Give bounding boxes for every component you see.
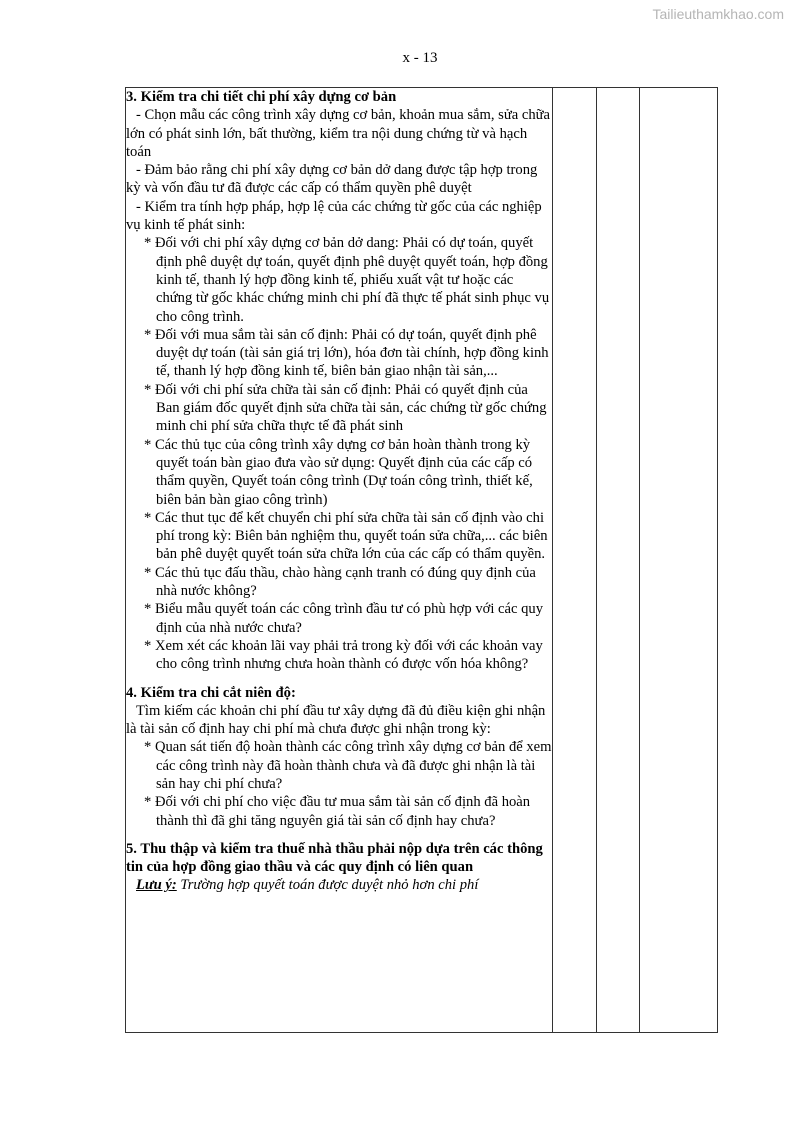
procedure-content-cell [126,88,553,1033]
section-4-bullet: * Quan sát tiến độ hoàn thành các công trình xây dựng cơ bản để xem các công trình này đã hoàn thành chưa và đã được ghi nhận là tài sản hay chi phí chưa? [144,739,552,792]
section-4-paragraph: Tìm kiếm các khoản chi phí đầu tư xây dựng đã đủ điều kiện ghi nhận là tài sản cố định hay chi phí mà chưa được ghi nhận trong kỳ: [126,702,546,738]
procedure-table [125,87,718,1033]
section-4-heading: 4. Kiểm tra chi cắt niên độ: [126,684,296,701]
section-3-bullet: * Xem xét các khoản lãi vay phải trả trong kỳ đối với các khoản vay cho công trình nhưng chưa hoàn thành có được vốn hóa không? [144,637,543,673]
section-3-bullet: * Các thủ tục của công trình xây dựng cơ bản hoàn thành trong kỳ quyết toán bàn giao đưa vào sử dụng: Quyết định của các cấp có thẩm quyền, Quyết toán công trình (Dự toán công trình, thiết kế, biên bản bàn giao công trình) [144,436,533,508]
empty-column-cell [552,88,596,1033]
section-4-bullet: * Đối với chi phí cho việc đầu tư mua sắm tài sản cố định đã hoàn thành thì đã ghi tăng nguyên giá tài sản cố định hay chưa? [144,794,531,829]
section-3-paragraph: - Kiểm tra tính hợp pháp, hợp lệ của các chứng từ gốc của các nghiệp vụ kinh tế phát sinh: [126,198,542,234]
section-3-bullet: * Biểu mẫu quyết toán các công trình đầu tư có phù hợp với các quy định của nhà nước chưa? [144,601,544,636]
watermark: Tailieuthamkhao.com [652,6,784,22]
section-3-paragraph: - Chọn mẫu các công trình xây dựng cơ bản, khoản mua sắm, sửa chữa lớn có phát sinh lớn, bất thường, kiểm tra nội dung chứng từ và hạch toán [126,107,551,160]
section-3-bullet: * Đối với chi phí xây dựng cơ bản dở dang: Phải có dự toán, quyết định phê duyệt dự toán, quyết định phê duyệt quyết toán, hợp đồng kinh tế, thanh lý hợp đồng kinh tế, phiếu xuất vật tư hoặc các chứng từ gốc khác chứng minh chi phí đã thực tế phát sinh phục vụ cho công trình. [144,235,550,325]
page-number: x - 13 [402,50,438,66]
empty-column-cell [640,88,718,1033]
section-3-heading: 3. Kiểm tra chi tiết chi phí xây dựng cơ bản [126,89,397,105]
section-3-bullet: * Các thủ tục đấu thầu, chào hàng cạnh tranh có đúng quy định của nhà nước không? [144,564,536,600]
section-3-bullet: * Đối với chi phí sửa chữa tài sản cố định: Phải có quyết định của Ban giám đốc quyết định sửa chữa tài sản, các chứng từ gốc chứng minh chi phí sửa chữa thực tế đã phát sinh [144,381,547,435]
section-5-note [126,876,552,894]
section-3-bullet: * Các thut tục để kết chuyển chi phí sửa chữa tài sản cố định vào chi phí trong kỳ: Biên bản nghiệm thu, quyết toán sửa chữa,... các biên bản phê duyệt quyết toán sửa chữa lớn của các cấp có thẩm quyền. [144,509,548,563]
note-text: Trường hợp quyết toán được duyệt nhỏ hơn chi phí [176,877,479,894]
section-3-paragraph: - Đảm bảo rằng chi phí xây dựng cơ bản dở dang được tập hợp trong kỳ và vốn đầu tư đã được các cấp có thẩm quyền phê duyệt [126,162,538,197]
section-5-heading: 5. Thu thập và kiểm tra thuế nhà thầu phải nộp dựa trên các thông tin của hợp đồng giao thầu và các quy định có liên quan [126,840,543,876]
section-3-bullet: * Đối với mua sắm tài sản cố định: Phải có dự toán, quyết định phê duyệt dự toán (tài sản giá trị lớn), hóa đơn tài chính, hợp đồng kinh tế, thanh lý hợp đồng kinh tế, biên bản giao nhận tài sản,... [144,326,549,380]
empty-column-cell [596,88,640,1033]
note-label: Lưu ý: [136,877,177,894]
